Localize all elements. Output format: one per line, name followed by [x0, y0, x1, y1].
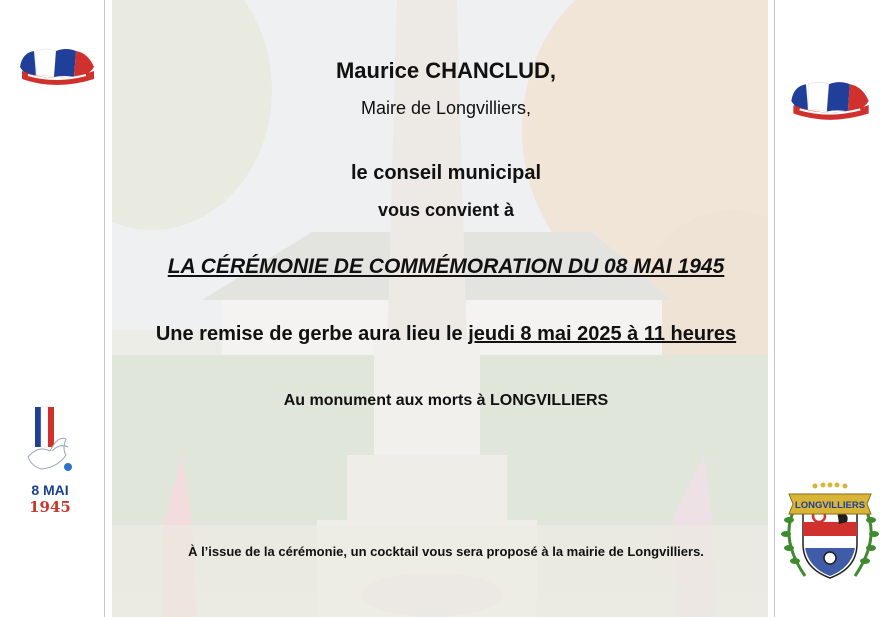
wreath-laying-line: [112, 323, 780, 346]
wreath-laying-date: jeudi 8 mai 2025 à 11 heures: [468, 323, 737, 345]
invites-line: vous convient à: [377, 200, 515, 220]
mayor-title: Maire de Longvilliers,: [360, 98, 532, 118]
mayor-name: Maurice CHANCLUD,: [335, 58, 557, 83]
monument-background-photo: [112, 0, 768, 617]
french-flags-icon: [786, 78, 874, 124]
french-flags-icon: [16, 45, 98, 89]
dove-flag-icon: [22, 405, 78, 479]
badge-date-line2: 1945: [29, 498, 71, 516]
photo-white-overlay: [112, 0, 768, 617]
crest-banner-text: LONGVILLIERS: [794, 500, 866, 511]
cocktail-note: À l’issue de la cérémonie, un cocktail vous sera proposé à la mairie de Longvilliers.: [188, 544, 704, 559]
ceremony-title: LA CÉRÉMONIE DE COMMÉMORATION DU 08 MAI 1945: [167, 255, 725, 278]
badge-date-line1: 8 MAI: [31, 482, 69, 498]
wreath-laying-prefix: Une remise de gerbe aura lieu le: [155, 323, 469, 345]
council-line: le conseil municipal: [350, 162, 542, 184]
coat-of-arms-icon: [775, 478, 885, 588]
left-border-line: [104, 0, 105, 617]
ceremony-location: Au monument aux morts à LONGVILLIERS: [283, 392, 609, 409]
